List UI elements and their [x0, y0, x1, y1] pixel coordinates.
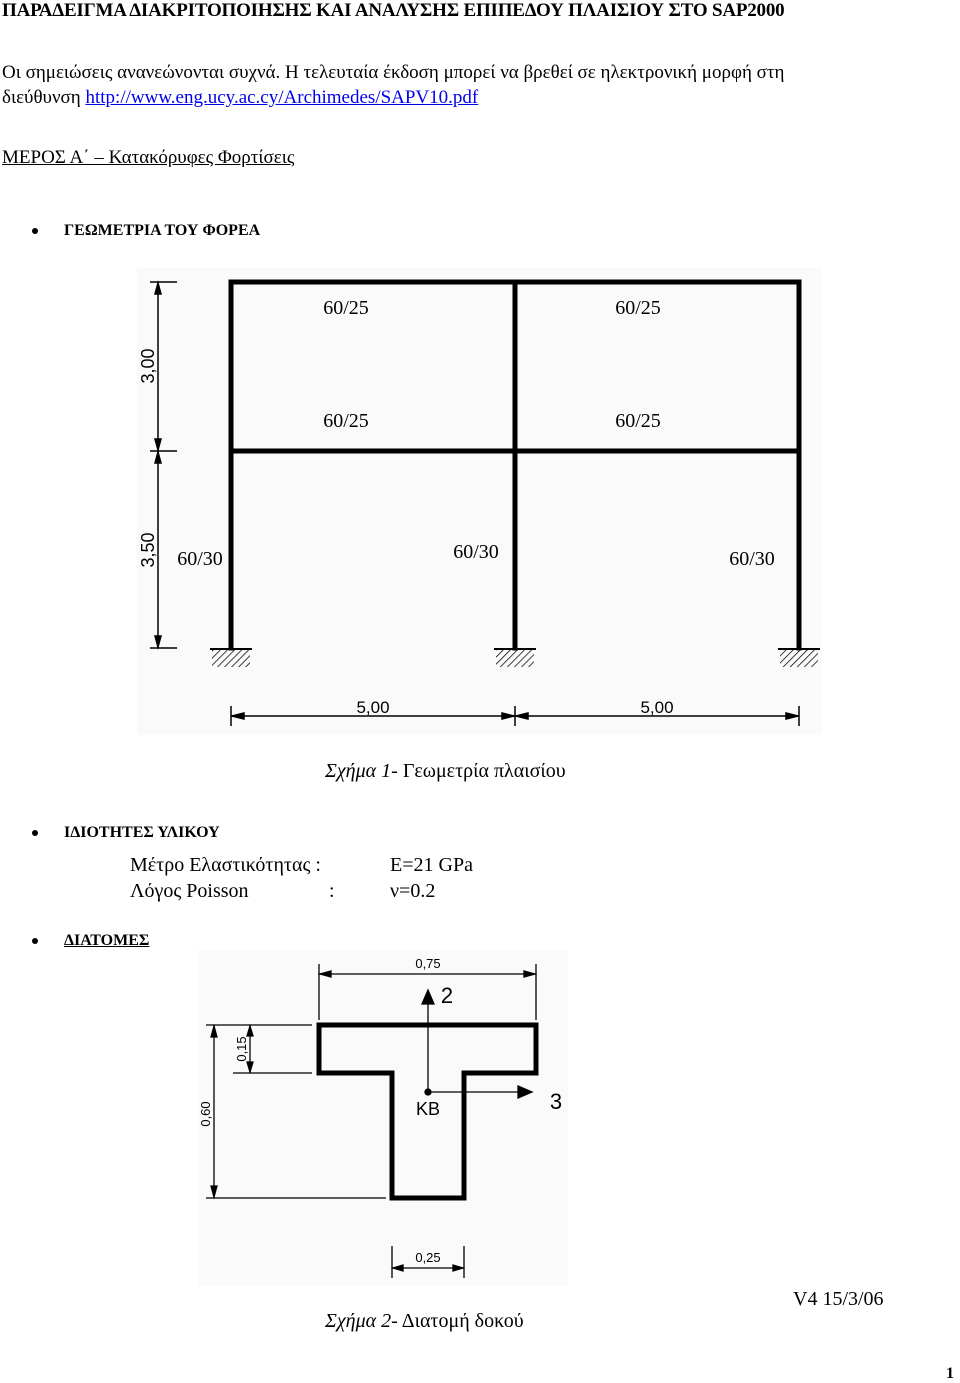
dim-upper-story: 3,00 — [138, 348, 158, 384]
column-label-left: 60/30 — [177, 548, 223, 570]
modulus-value: E=21 GPa — [390, 854, 473, 876]
poisson-label: Λόγος Poisson — [130, 880, 249, 902]
notes-url-link[interactable]: http://www.eng.ucy.ac.cy/Archimedes/SAPV10.pdf — [85, 87, 479, 108]
dim-flange-depth: 0,15 — [234, 1036, 249, 1062]
section-geometry-label: ΓΕΩΜΕΤΡΙΑ ΤΟΥ ΦΟΡΕΑ — [64, 222, 261, 239]
intro-line-2-prefix: διεύθυνση — [2, 87, 81, 108]
figure-1-caption-number: Σχήμα 1 — [325, 760, 392, 782]
section-material-label: ΙΔΙΟΤΗΤΕΣ ΥΛΙΚΟΥ — [64, 824, 220, 841]
column-label-middle: 60/30 — [453, 541, 499, 563]
dim-right-bay: 5,00 — [640, 698, 674, 717]
section-figure-background — [198, 950, 568, 1286]
beam-label-roof-right: 60/25 — [615, 297, 661, 319]
version-stamp: V4 15/3/06 — [793, 1288, 884, 1310]
dim-total-depth: 0,60 — [198, 1101, 213, 1127]
part-heading: ΜΕΡΟΣ Α΄ – Κατακόρυφες Φορτίσεις — [2, 147, 295, 168]
figure-2-caption — [325, 1310, 524, 1333]
figure-2-caption-text: - Διατομή δοκού — [391, 1310, 524, 1332]
centroid-point-icon — [425, 1089, 431, 1095]
figure-1-caption-text: - Γεωμετρία πλαισίου — [391, 760, 566, 782]
poisson-colon: : — [329, 880, 335, 902]
modulus-label: Μέτρο Ελαστικότητας : — [130, 854, 321, 876]
axis-2-label: 2 — [440, 983, 454, 1008]
dim-web-width: 0,25 — [415, 1250, 441, 1265]
beam-label-floor-left: 60/25 — [323, 410, 369, 432]
figure-2-caption-number: Σχήμα 2 — [325, 1310, 392, 1332]
dim-lower-story: 3,50 — [138, 532, 158, 568]
section-sections-label: ΔΙΑΤΟΜΕΣ — [64, 932, 150, 949]
column-label-right: 60/30 — [729, 548, 775, 570]
centroid-label: KB — [415, 1099, 441, 1119]
intro-line-1: Οι σημειώσεις ανανεώνονται συχνά. Η τελευταία έκδοση μπορεί να βρεθεί σε ηλεκτρονική μορφή στη — [2, 62, 785, 83]
dim-flange-width: 0,75 — [415, 956, 441, 971]
page-number: 1 — [946, 1365, 954, 1382]
beam-label-roof-left: 60/25 — [323, 297, 369, 319]
poisson-value: ν=0.2 — [390, 880, 436, 902]
beam-label-floor-right: 60/25 — [615, 410, 661, 432]
document-title: ΠΑΡΑΔΕΙΓΜΑ ΔΙΑΚΡΙΤΟΠΟΙΗΣΗΣ ΚΑΙ ΑΝΑΛΥΣΗΣ ΕΠΙΠΕΔΟΥ ΠΛΑΙΣΙΟΥ ΣΤΟ SAP2000 — [2, 0, 785, 21]
axis-3-label: 3 — [549, 1089, 563, 1114]
dim-left-bay: 5,00 — [356, 698, 390, 717]
